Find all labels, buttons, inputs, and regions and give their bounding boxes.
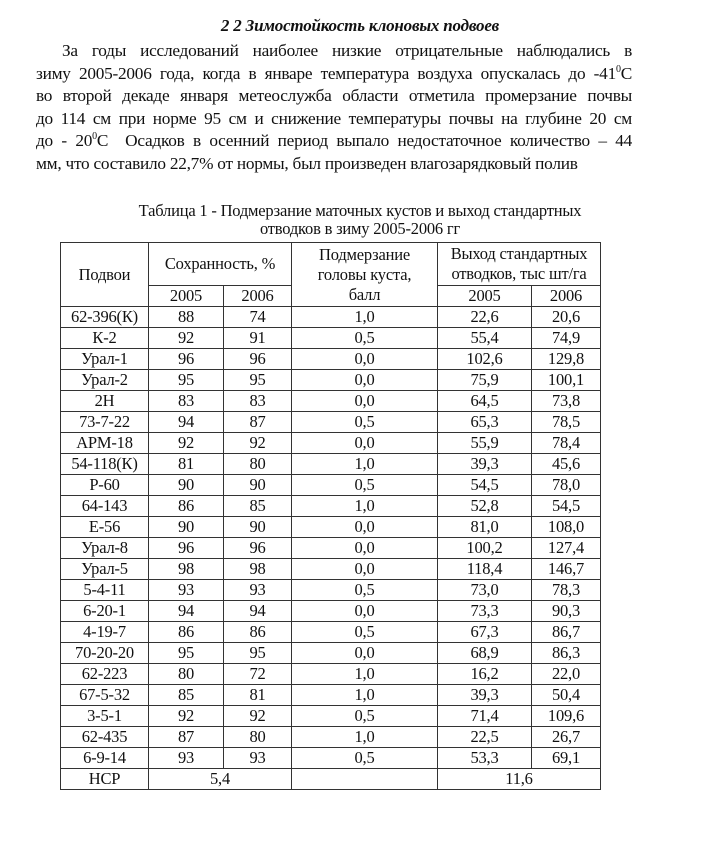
cell-survival-2005: 94 [149,412,224,433]
cell-survival-2006: 93 [224,580,292,601]
cell-survival-2006: 95 [224,643,292,664]
cell-rootstock: 73-7-22 [61,412,149,433]
paragraph-text: C [620,63,632,83]
cell-freezing: 1,0 [292,664,438,685]
header-text: Выход стандартных [450,244,588,263]
cell-yield-2005: 67,3 [438,622,532,643]
cell-rootstock: АРМ-18 [61,433,149,454]
cell-survival-2006: 91 [224,328,292,349]
cell-survival-2006: 98 [224,559,292,580]
cell-survival-2005: 90 [149,517,224,538]
cell-rootstock: 70-20-20 [61,643,149,664]
table-row [61,496,601,517]
cell-survival-2006: 86 [224,622,292,643]
header-text: головы куста, [317,264,412,284]
footer-survival: 5,4 [149,769,292,790]
cell-survival-2006: 90 [224,517,292,538]
cell-freezing: 0,0 [292,538,438,559]
cell-survival-2006: 80 [224,454,292,475]
table-row [61,601,601,622]
cell-yield-2005: 65,3 [438,412,532,433]
cell-survival-2006: 85 [224,496,292,517]
table-row [61,454,601,475]
cell-survival-2006: 80 [224,727,292,748]
cell-yield-2006: 50,4 [532,685,601,706]
cell-rootstock: Урал-2 [61,370,149,391]
cell-freezing: 0,0 [292,433,438,454]
cell-rootstock: 64-143 [61,496,149,517]
cell-yield-2005: 68,9 [438,643,532,664]
cell-yield-2005: 16,2 [438,664,532,685]
cell-rootstock: 3-5-1 [61,706,149,727]
cell-rootstock: Урал-1 [61,349,149,370]
table-row [61,559,601,580]
cell-yield-2006: 109,6 [532,706,601,727]
cell-freezing: 0,0 [292,349,438,370]
cell-yield-2005: 54,5 [438,475,532,496]
cell-yield-2005: 22,6 [438,307,532,328]
cell-yield-2005: 64,5 [438,391,532,412]
cell-freezing: 0,5 [292,706,438,727]
paragraph-line [36,63,632,86]
cell-rootstock: Урал-8 [61,538,149,559]
cell-freezing: 1,0 [292,727,438,748]
cell-survival-2006: 92 [224,433,292,454]
cell-survival-2005: 80 [149,664,224,685]
cell-yield-2006: 20,6 [532,307,601,328]
cell-rootstock: 2Н [61,391,149,412]
header-yield [438,243,601,286]
paragraph-text: зиму 2005-2006 года, когда в январе температура воздуха опускалась до -41 [36,63,616,83]
cell-yield-2006: 73,8 [532,391,601,412]
paragraph-text: C Осадков в осенний период выпало недостаточное количество – 44 [96,131,632,151]
data-table [60,242,601,790]
table-row [61,328,601,349]
table-row [61,664,601,685]
cell-rootstock: 62-435 [61,727,149,748]
cell-yield-2005: 22,5 [438,727,532,748]
cell-survival-2006: 92 [224,706,292,727]
cell-survival-2005: 93 [149,748,224,769]
table-row [61,307,601,328]
cell-survival-2005: 92 [149,328,224,349]
header-year: 2006 [532,286,601,307]
cell-yield-2006: 100,1 [532,370,601,391]
cell-yield-2006: 74,9 [532,328,601,349]
cell-survival-2005: 92 [149,433,224,454]
footer-yield: 11,6 [438,769,601,790]
caption-line: отводков в зиму 2005-2006 гг [259,219,461,238]
cell-yield-2006: 45,6 [532,454,601,475]
cell-freezing: 1,0 [292,307,438,328]
body-paragraph [36,40,632,176]
table-row [61,412,601,433]
cell-freezing: 0,0 [292,517,438,538]
cell-yield-2005: 75,9 [438,370,532,391]
paragraph-line: во второй декаде января метеослужба области отметила промерзание почвы [36,86,632,106]
cell-freezing: 0,0 [292,370,438,391]
cell-freezing: 0,0 [292,559,438,580]
cell-rootstock: Урал-5 [61,559,149,580]
cell-survival-2006: 81 [224,685,292,706]
cell-survival-2006: 74 [224,307,292,328]
cell-rootstock: К-2 [61,328,149,349]
cell-survival-2005: 86 [149,622,224,643]
table-row [61,517,601,538]
paragraph-line: За годы исследований наиболее низкие отрицательные наблюдались в [62,41,632,60]
cell-survival-2006: 96 [224,538,292,559]
table-caption [0,202,720,238]
cell-freezing: 0,5 [292,328,438,349]
cell-survival-2005: 96 [149,538,224,559]
cell-yield-2005: 81,0 [438,517,532,538]
table-row [61,706,601,727]
table-row [61,643,601,664]
cell-yield-2006: 86,3 [532,643,601,664]
table-row [61,748,601,769]
cell-freezing: 0,5 [292,412,438,433]
paragraph-line: мм, что составило 22,7% от нормы, был произведен влагозарядковый полив [36,153,578,173]
cell-rootstock: 5-4-11 [61,580,149,601]
cell-yield-2006: 129,8 [532,349,601,370]
table-row [61,580,601,601]
footer-row [61,769,601,790]
cell-yield-2005: 39,3 [438,685,532,706]
table-row [61,538,601,559]
caption-line: Таблица 1 - Подмерзание маточных кустов и выход стандартных [138,201,582,220]
cell-survival-2006: 87 [224,412,292,433]
cell-yield-2005: 55,4 [438,328,532,349]
cell-survival-2005: 95 [149,370,224,391]
cell-survival-2005: 92 [149,706,224,727]
cell-yield-2006: 69,1 [532,748,601,769]
cell-yield-2006: 78,5 [532,412,601,433]
cell-yield-2006: 146,7 [532,559,601,580]
cell-survival-2005: 95 [149,643,224,664]
cell-yield-2006: 78,0 [532,475,601,496]
cell-rootstock: 54-118(К) [61,454,149,475]
cell-freezing: 0,5 [292,580,438,601]
degree-superscript: 0 [615,63,621,75]
table-row [61,685,601,706]
cell-freezing: 1,0 [292,685,438,706]
cell-yield-2006: 22,0 [532,664,601,685]
cell-rootstock: 4-19-7 [61,622,149,643]
table-row [61,391,601,412]
cell-survival-2005: 83 [149,391,224,412]
cell-survival-2006: 72 [224,664,292,685]
cell-freezing: 0,0 [292,643,438,664]
table-row [61,349,601,370]
cell-yield-2006: 54,5 [532,496,601,517]
cell-yield-2006: 108,0 [532,517,601,538]
footer-freeze [292,769,438,790]
cell-rootstock: 62-396(К) [61,307,149,328]
cell-survival-2006: 96 [224,349,292,370]
cell-freezing: 0,5 [292,475,438,496]
header-text: балл [348,284,381,304]
cell-survival-2006: 90 [224,475,292,496]
cell-yield-2005: 118,4 [438,559,532,580]
header-year: 2005 [149,286,224,307]
cell-survival-2005: 94 [149,601,224,622]
footer-label: НСР [61,769,149,790]
cell-freezing: 0,5 [292,622,438,643]
cell-survival-2005: 87 [149,727,224,748]
cell-rootstock: Р-60 [61,475,149,496]
cell-yield-2005: 55,9 [438,433,532,454]
header-text: Подмерзание [319,244,410,264]
cell-yield-2006: 26,7 [532,727,601,748]
table-body [61,307,601,769]
cell-yield-2006: 78,3 [532,580,601,601]
section-heading: 2 2 Зимостойкость клоновых подвоев [220,16,500,35]
cell-freezing: 1,0 [292,454,438,475]
cell-survival-2005: 93 [149,580,224,601]
cell-survival-2006: 94 [224,601,292,622]
cell-rootstock: Е-56 [61,517,149,538]
cell-yield-2006: 78,4 [532,433,601,454]
cell-freezing: 0,5 [292,748,438,769]
header-survival: Сохранность, % [149,243,292,286]
cell-survival-2005: 81 [149,454,224,475]
header-row [61,243,601,286]
cell-yield-2005: 102,6 [438,349,532,370]
cell-survival-2005: 88 [149,307,224,328]
cell-survival-2005: 96 [149,349,224,370]
paragraph-line [36,130,632,153]
paragraph-line: до 114 см при норме 95 см и снижение температуры почвы на глубине 20 см [36,108,632,128]
header-rootstock: Подвои [61,243,149,307]
cell-yield-2006: 90,3 [532,601,601,622]
cell-rootstock: 67-5-32 [61,685,149,706]
cell-yield-2005: 53,3 [438,748,532,769]
table-row [61,475,601,496]
cell-survival-2006: 83 [224,391,292,412]
header-year: 2006 [224,286,292,307]
cell-freezing: 1,0 [292,496,438,517]
cell-yield-2006: 86,7 [532,622,601,643]
cell-freezing: 0,0 [292,601,438,622]
cell-survival-2005: 90 [149,475,224,496]
table-row [61,370,601,391]
cell-rootstock: 62-223 [61,664,149,685]
cell-yield-2005: 71,4 [438,706,532,727]
cell-yield-2006: 127,4 [532,538,601,559]
cell-survival-2006: 93 [224,748,292,769]
table-row [61,433,601,454]
table-row [61,622,601,643]
cell-yield-2005: 73,3 [438,601,532,622]
cell-survival-2005: 86 [149,496,224,517]
cell-yield-2005: 100,2 [438,538,532,559]
table-row [61,727,601,748]
paragraph-text: до - 20 [36,131,93,151]
cell-survival-2005: 85 [149,685,224,706]
cell-survival-2006: 95 [224,370,292,391]
cell-yield-2005: 52,8 [438,496,532,517]
header-text: отводков, тыс шт/га [451,264,587,283]
header-freezing [292,243,438,307]
cell-rootstock: 6-20-1 [61,601,149,622]
cell-survival-2005: 98 [149,559,224,580]
cell-freezing: 0,0 [292,391,438,412]
degree-superscript: 0 [92,131,97,143]
cell-yield-2005: 39,3 [438,454,532,475]
header-year: 2005 [438,286,532,307]
cell-yield-2005: 73,0 [438,580,532,601]
cell-rootstock: 6-9-14 [61,748,149,769]
